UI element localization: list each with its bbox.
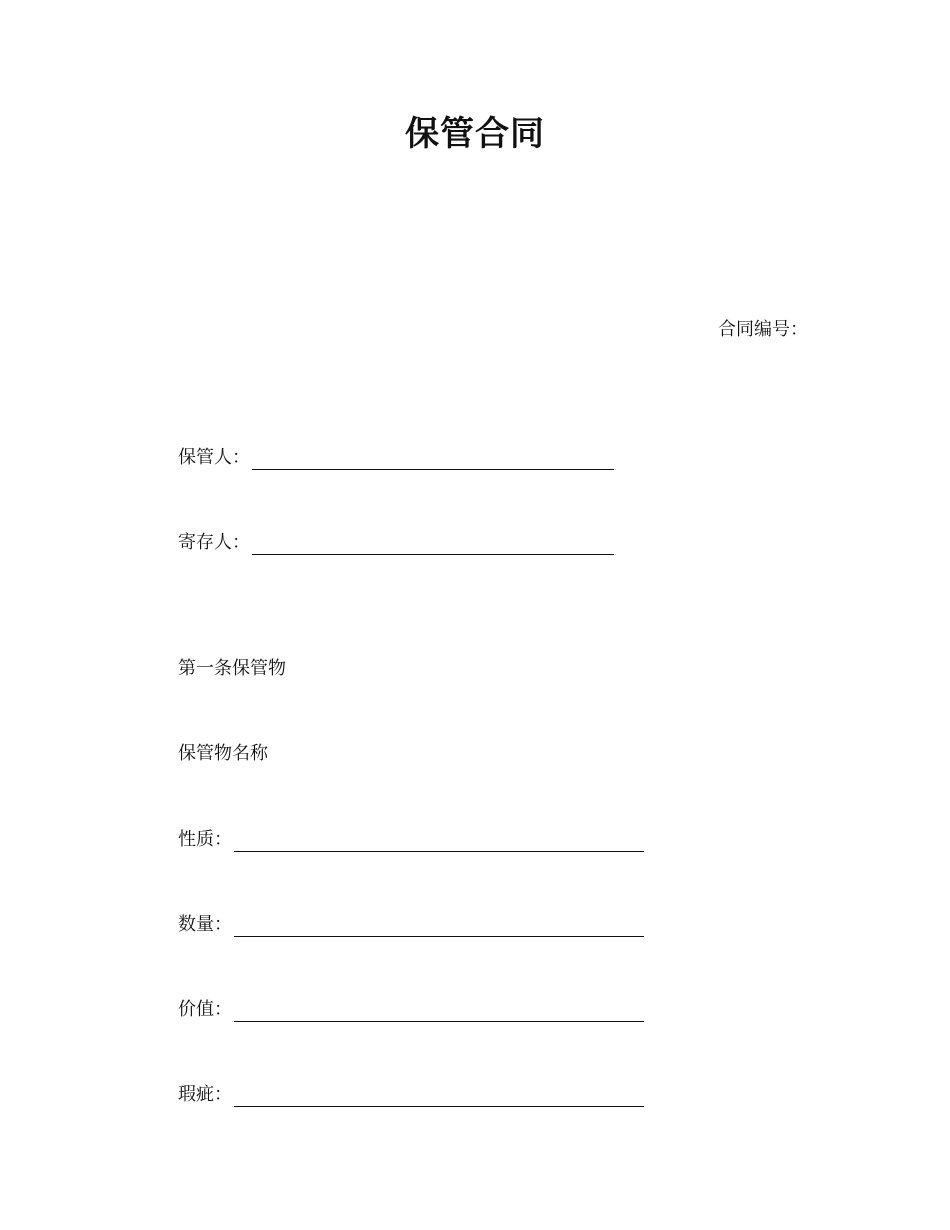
depositor-blank-line[interactable] <box>252 534 614 555</box>
custodian-label: 保管人： <box>178 447 250 468</box>
defects-row <box>178 1083 644 1107</box>
custodian-blank-line[interactable] <box>252 449 614 470</box>
contract-number-label: 合同编号： <box>718 319 808 340</box>
defects-label: 瑕疵： <box>178 1084 232 1105</box>
quantity-row <box>178 913 644 937</box>
value-label: 价值： <box>178 999 232 1020</box>
nature-label: 性质： <box>178 829 232 850</box>
depositor-row <box>178 531 614 555</box>
item-name-heading: 保管物名称 <box>178 743 268 764</box>
document-title: 保管合同 <box>405 114 545 154</box>
nature-blank-line[interactable] <box>234 831 644 852</box>
value-row <box>178 998 644 1022</box>
value-blank-line[interactable] <box>234 1001 644 1022</box>
article-one-heading: 第一条保管物 <box>178 658 286 679</box>
depositor-label: 寄存人： <box>178 532 250 553</box>
custodian-row <box>178 446 614 470</box>
defects-blank-line[interactable] <box>234 1086 644 1107</box>
quantity-blank-line[interactable] <box>234 916 644 937</box>
nature-row <box>178 828 644 852</box>
quantity-label: 数量： <box>178 914 232 935</box>
